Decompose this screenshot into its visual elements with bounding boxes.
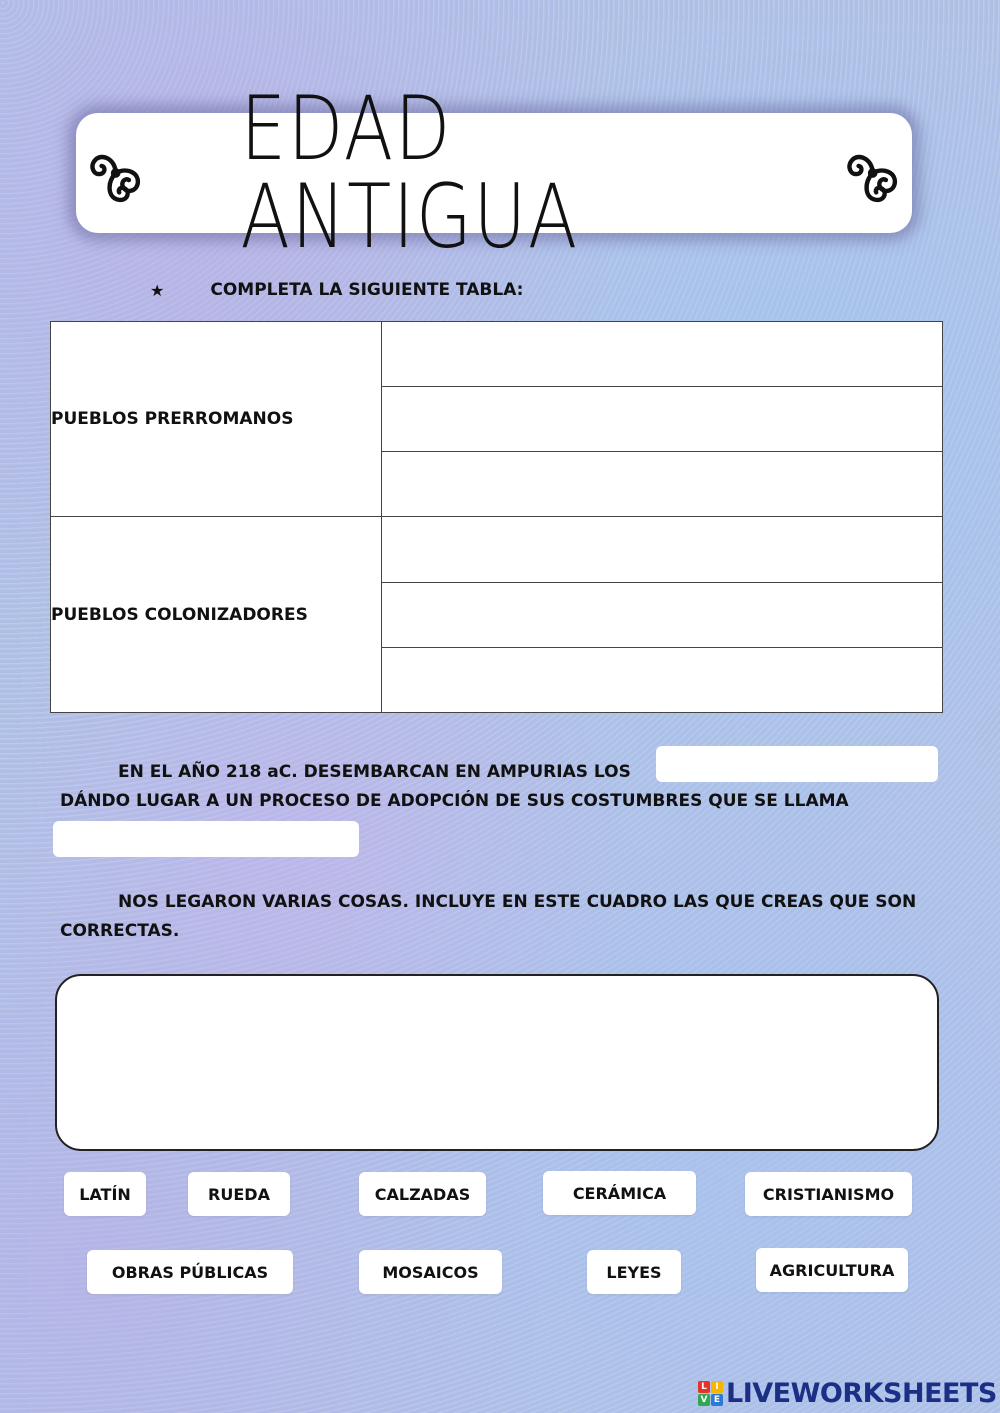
answer-cell[interactable] [382, 517, 943, 582]
triskelion-left-icon [76, 128, 155, 218]
answer-cell[interactable] [382, 647, 943, 712]
paragraph2-line2: CORRECTAS. [60, 921, 180, 941]
option-chip[interactable]: OBRAS PÚBLICAS [87, 1250, 293, 1294]
option-chip[interactable]: RUEDA [188, 1172, 290, 1216]
completion-table [50, 321, 943, 713]
answer-cell[interactable] [382, 582, 943, 647]
blank-input-2[interactable] [53, 821, 359, 857]
answer-cell[interactable] [382, 387, 943, 452]
option-chip[interactable]: CALZADAS [359, 1172, 486, 1216]
logo-icon: L I V E [698, 1381, 723, 1406]
drop-zone-box[interactable] [55, 974, 939, 1151]
instruction [150, 280, 523, 300]
option-chip[interactable]: AGRICULTURA [756, 1248, 908, 1292]
instruction-text: COMPLETA LA SIGUIENTE TABLA: [210, 280, 524, 300]
logo-text: LIVEWORKSHEETS [726, 1378, 997, 1409]
option-chip[interactable]: MOSAICOS [359, 1250, 502, 1294]
option-chip[interactable]: CRISTIANISMO [745, 1172, 912, 1216]
option-chip[interactable]: CERÁMICA [543, 1171, 696, 1215]
answer-cell[interactable] [382, 452, 943, 517]
title-banner [76, 77, 912, 268]
page-title: EDAD ANTIGUA [240, 77, 580, 268]
option-chip[interactable]: LEYES [587, 1250, 681, 1294]
row-label-prerromanos: PUEBLOS PRERROMANOS [51, 322, 382, 517]
answer-cell[interactable] [382, 322, 943, 387]
paragraph1-line1: EN EL AÑO 218 aC. DESEMBARCAN EN AMPURIAS LOS [118, 762, 631, 782]
option-chip[interactable]: LATÍN [64, 1172, 146, 1216]
blank-input-1[interactable] [656, 746, 938, 782]
paragraph1-line2: DÁNDO LUGAR A UN PROCESO DE ADOPCIÓN DE SUS COSTUMBRES QUE SE LLAMA [60, 791, 849, 811]
star-icon: ★ [150, 280, 165, 300]
row-label-colonizadores: PUEBLOS COLONIZADORES [51, 517, 382, 713]
paragraph2-line1: NOS LEGARON VARIAS COSAS. INCLUYE EN ESTE CUADRO LAS QUE CREAS QUE SON [118, 892, 917, 912]
triskelion-right-icon [833, 128, 912, 218]
liveworksheets-logo [698, 1378, 997, 1409]
